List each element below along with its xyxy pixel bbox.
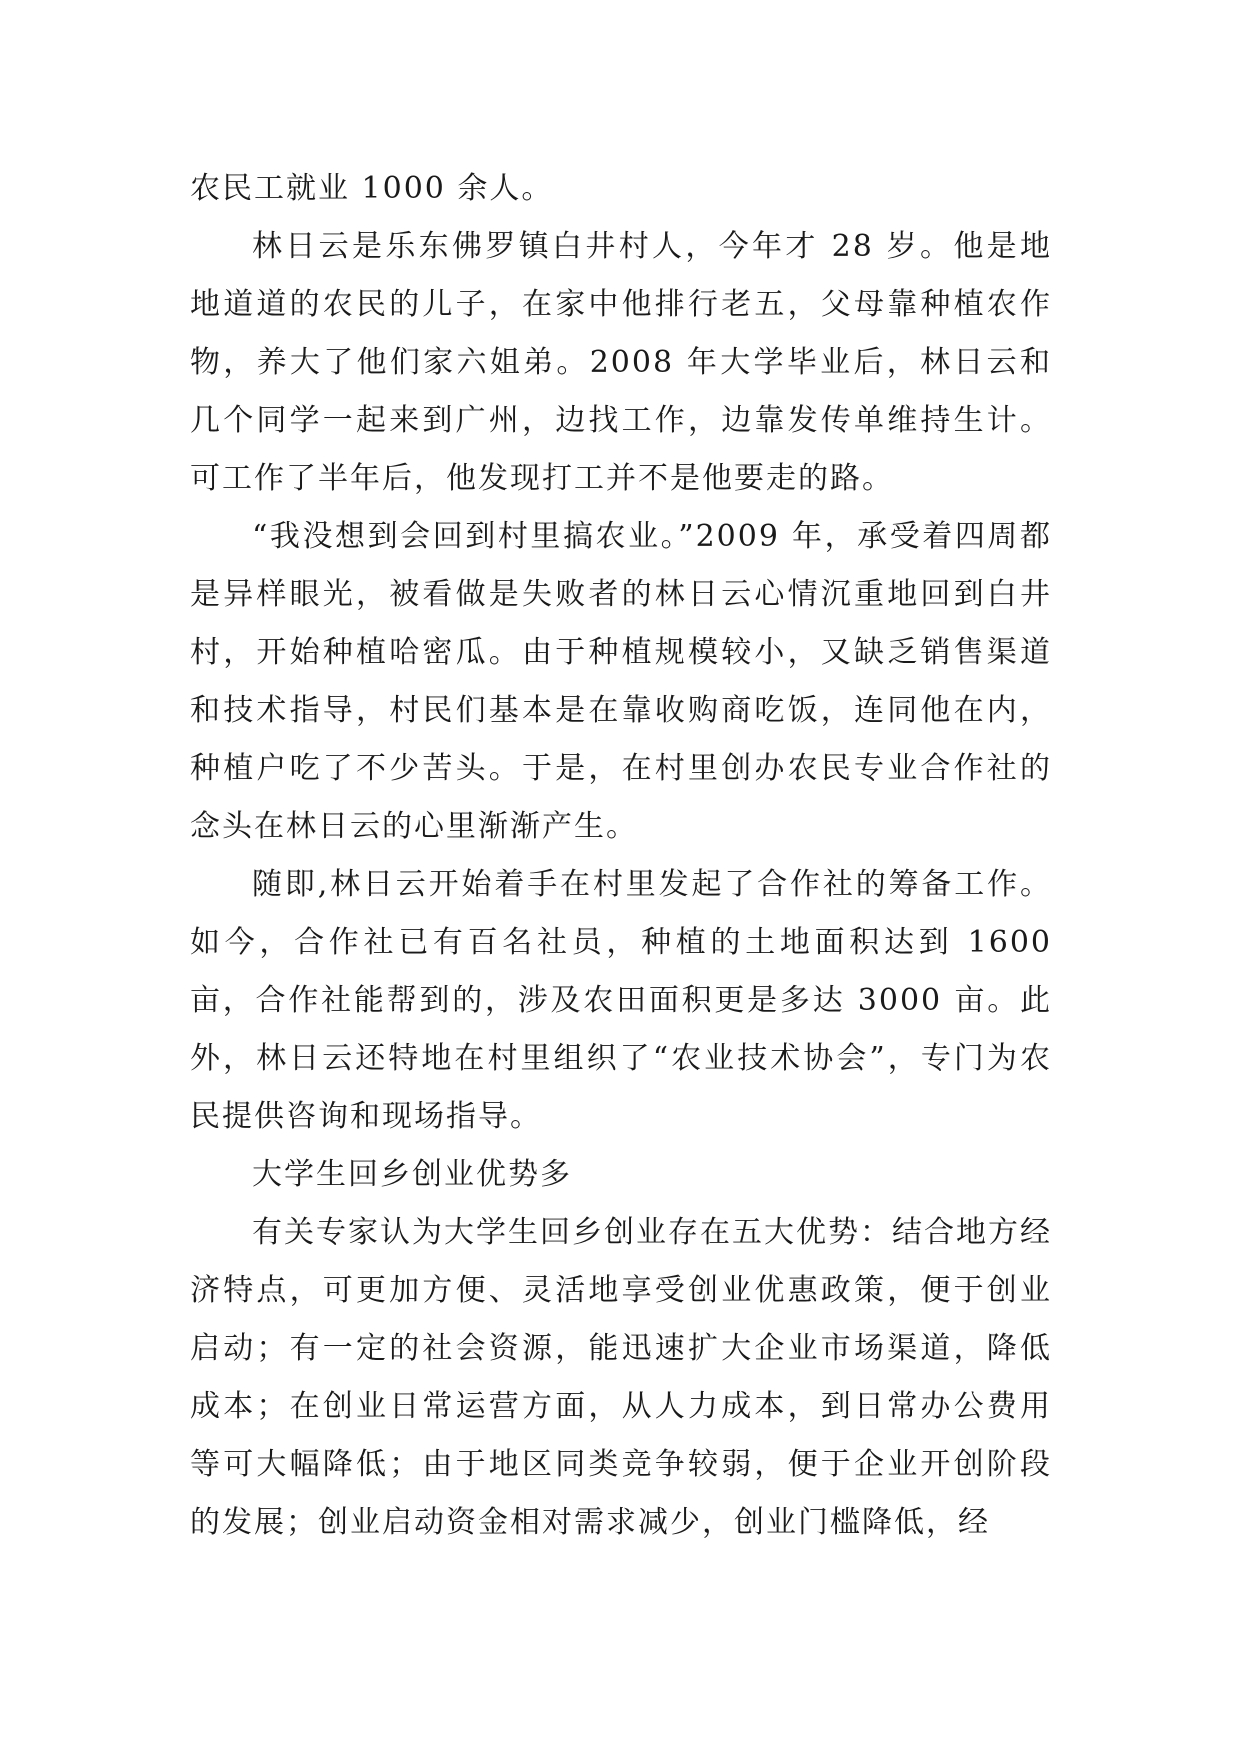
paragraph-3: “我没想到会回到村里搞农业。”2009 年，承受着四周都是异样眼光，被看做是失败者的林日云心情沉重地回到白井村，开始种植哈密瓜。由于种植规模较小，又缺乏销售渠道和技术指导，村民们基本是在靠收购商吃饭，连同他在内，种植户吃了不少苦头。于是，在村里创办农民专业合作社的念头在林日云的心里渐渐产生。 (190, 519, 1052, 844)
paragraph-2: 林日云是乐东佛罗镇白井村人，今年才 28 岁。他是地地道道的农民的儿子，在家中他排行老五，父母靠种植农作物，养大了他们家六姐弟。2008 年大学毕业后，林日云和几个同学一起来到广州，边找工作，边靠发传单维持生计。可工作了半年后，他发现打工并不是他要走的路。 (190, 229, 1052, 496)
paragraph-1: 农民工就业 1000 余人。 (190, 171, 554, 206)
paragraph-4: 随即,林日云开始着手在村里发起了合作社的筹备工作。如今，合作社已有百名社员，种植的土地面积达到 1600 亩，合作社能帮到的，涉及农田面积更是多达 3000 亩。此外，林日云还特地在村里组织了“农业技术协会”，专门为农民提供咨询和现场指导。 (190, 867, 1052, 1134)
paragraph-5: 有关专家认为大学生回乡创业存在五大优势：结合地方经济特点，可更加方便、灵活地享受创业优惠政策，便于创业启动；有一定的社会资源，能迅速扩大企业市场渠道，降低成本；在创业日常运营方面，从人力成本，到日常办公费用等可大幅降低；由于地区同类竞争较弱，便于企业开创阶段的发展；创业启动资金相对需求减少，创业门槛降低，经 (190, 1215, 1052, 1540)
document-body (190, 160, 1052, 1552)
section-heading: 大学生回乡创业优势多 (252, 1157, 572, 1192)
